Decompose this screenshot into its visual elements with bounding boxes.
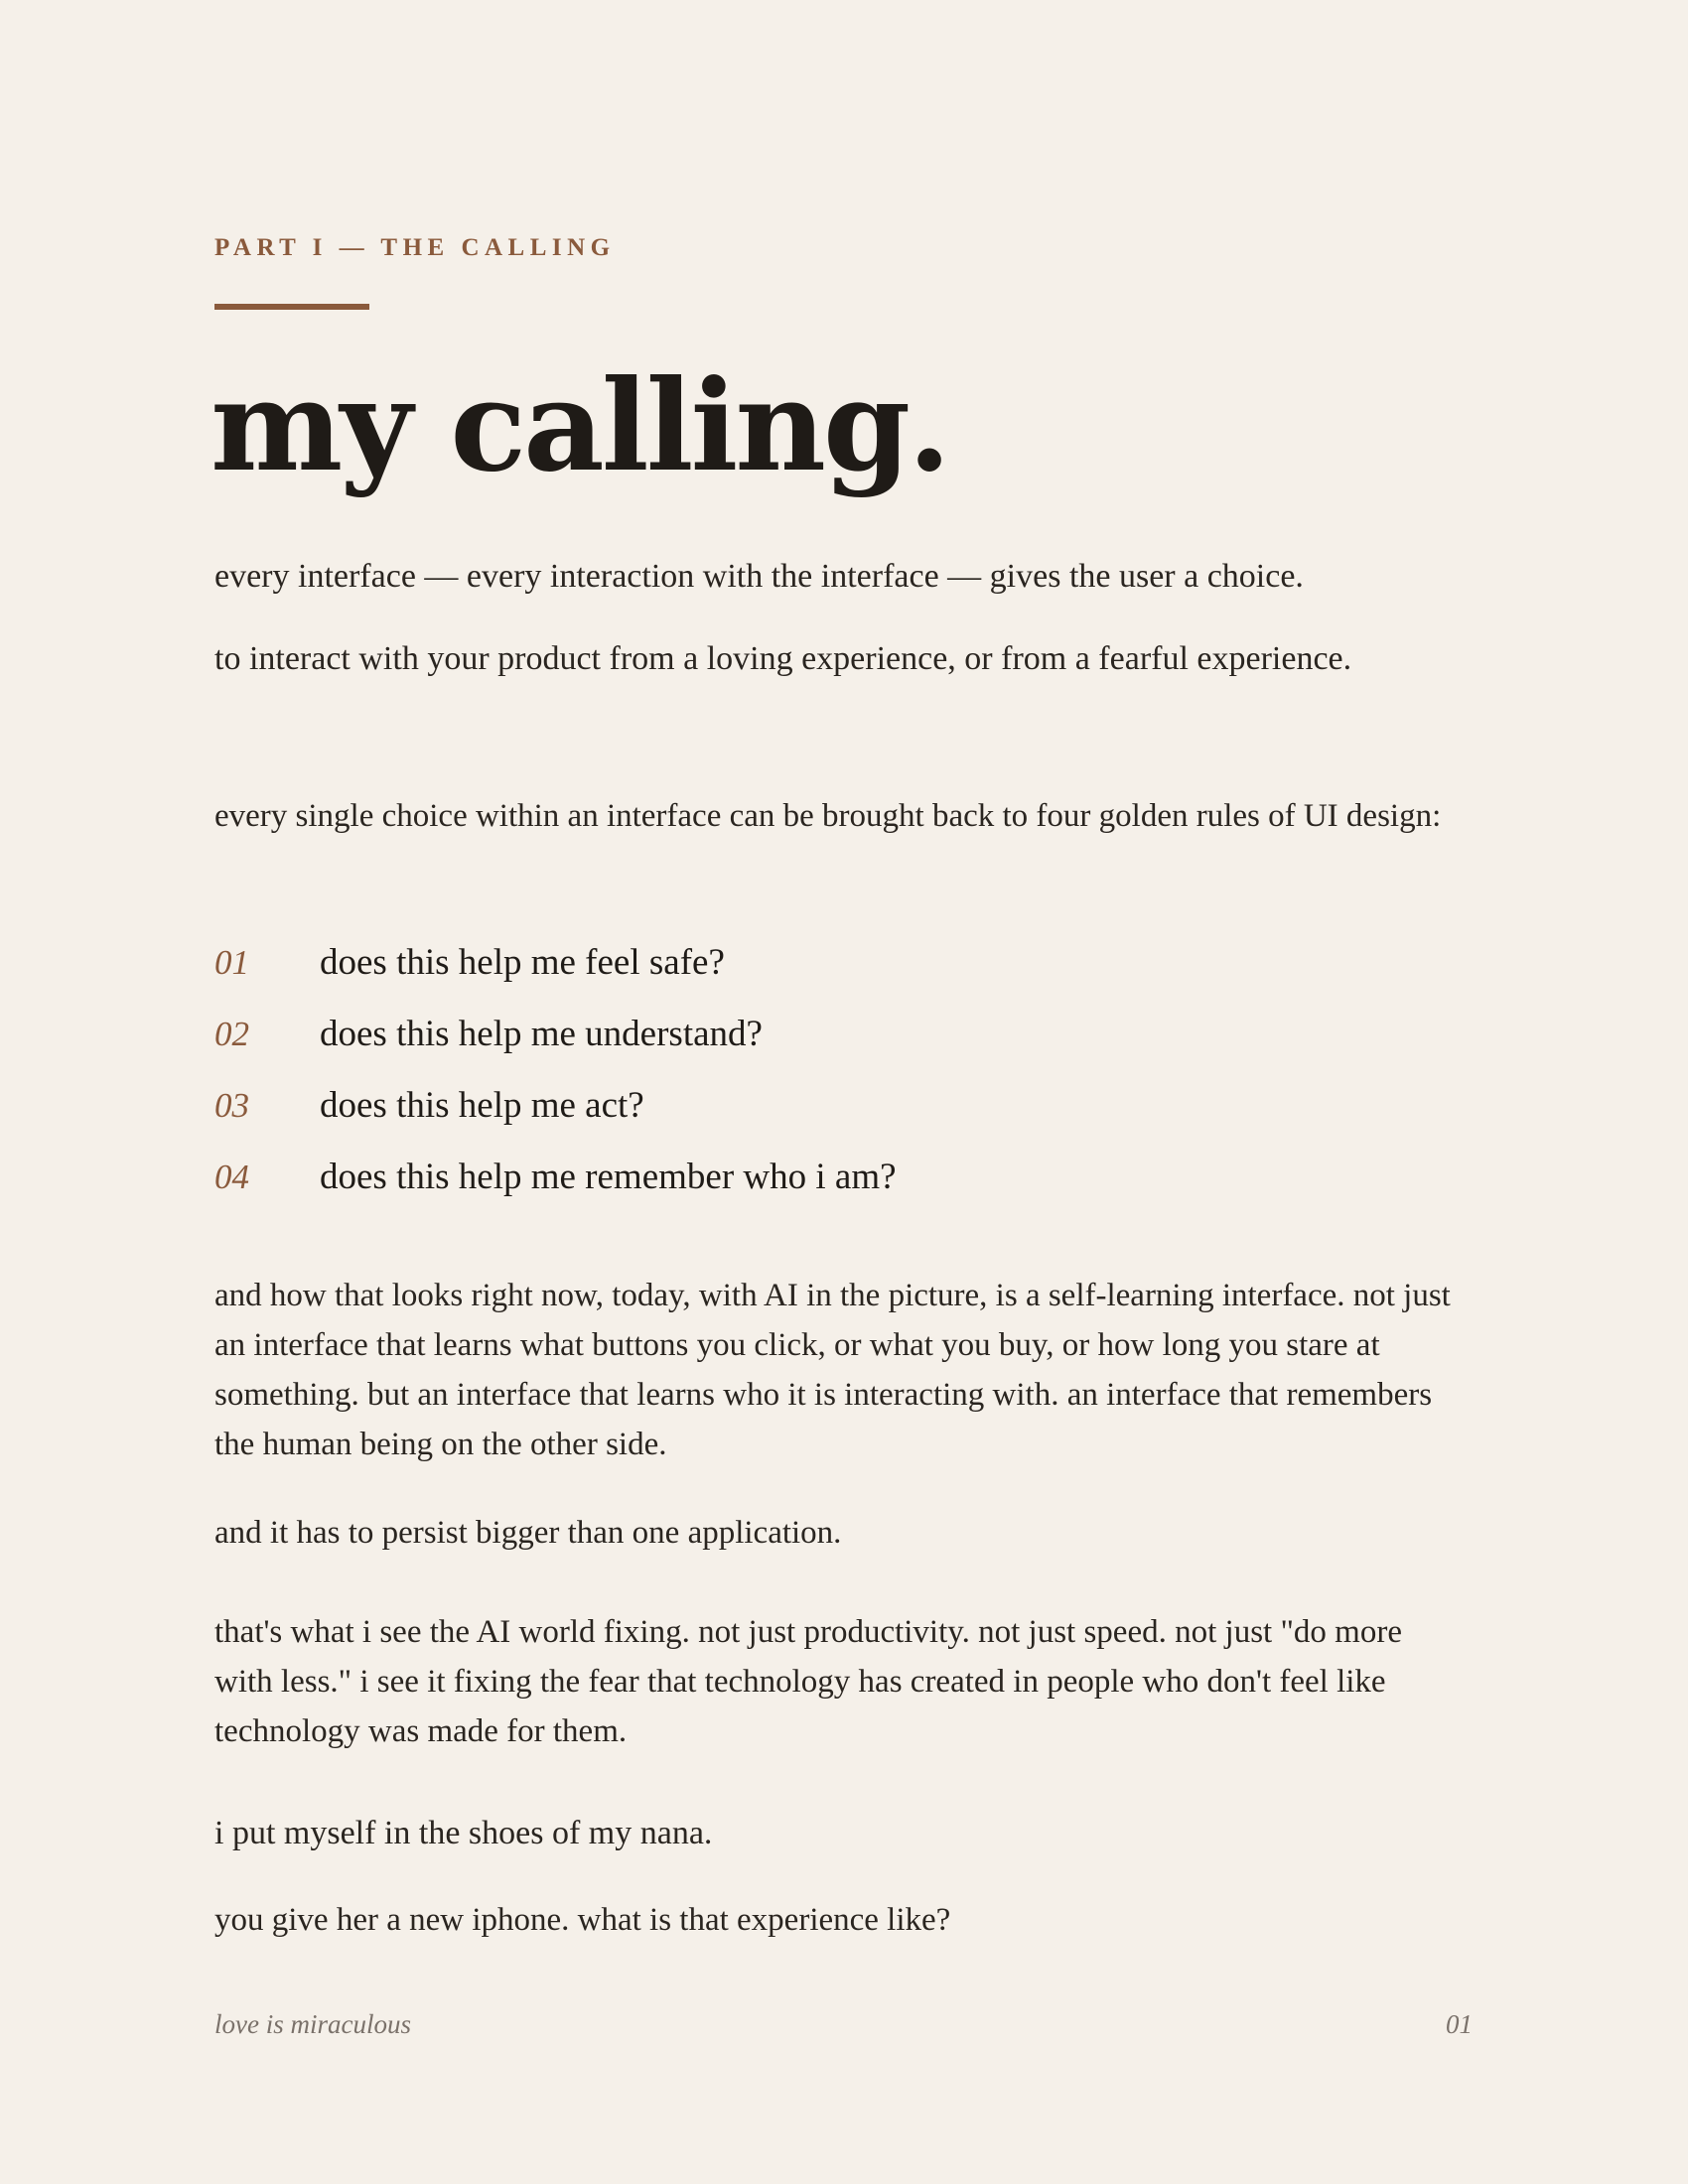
intro-paragraph-2: to interact with your product from a loving experience, or from a fearful experience. xyxy=(214,640,1352,677)
rule-text: does this help me feel safe? xyxy=(320,942,725,983)
list-item xyxy=(214,1076,1466,1136)
rule-number: 04 xyxy=(214,1158,249,1196)
accent-rule xyxy=(214,304,369,310)
body-paragraph-1: and how that looks right now, today, with AI in the picture, is a self-learning interface. not just an interface that learns what buttons you click, or what you buy, or how long you stare at something. but an interface that learns who it is interacting with. an interface that remembers the human being on the other side. xyxy=(214,1278,1451,1462)
intro-paragraph-3: every single choice within an interface can be brought back to four golden rules of UI design: xyxy=(214,798,1442,834)
rule-text: does this help me act? xyxy=(320,1085,644,1126)
section-kicker: PART I — THE CALLING xyxy=(214,234,616,261)
rule-number: 01 xyxy=(214,943,249,982)
page-title: my calling. xyxy=(211,352,948,499)
body-paragraph-5: you give her a new iphone. what is that experience like? xyxy=(214,1902,951,1938)
list-item xyxy=(214,933,1466,993)
body-paragraph-2: and it has to persist bigger than one application. xyxy=(214,1515,842,1551)
intro-paragraph-1: every interface — every interaction with the interface — gives the user a choice. xyxy=(214,558,1304,595)
rule-text: does this help me remember who i am? xyxy=(320,1157,897,1197)
rule-text: does this help me understand? xyxy=(320,1014,763,1054)
list-item xyxy=(214,1148,1466,1207)
body-paragraph-4: i put myself in the shoes of my nana. xyxy=(214,1815,713,1851)
body-paragraph-3: that's what i see the AI world fixing. not just productivity. not just speed. not just "do more with less." i see it fixing the fear that technology has created in people who don't feel like technology was made for them. xyxy=(214,1614,1402,1749)
list-item xyxy=(214,1005,1466,1064)
page-number: 01 xyxy=(1446,2009,1473,2039)
rule-number: 03 xyxy=(214,1086,249,1125)
rule-number: 02 xyxy=(214,1015,249,1053)
footer-book-title: love is miraculous xyxy=(214,2009,411,2039)
